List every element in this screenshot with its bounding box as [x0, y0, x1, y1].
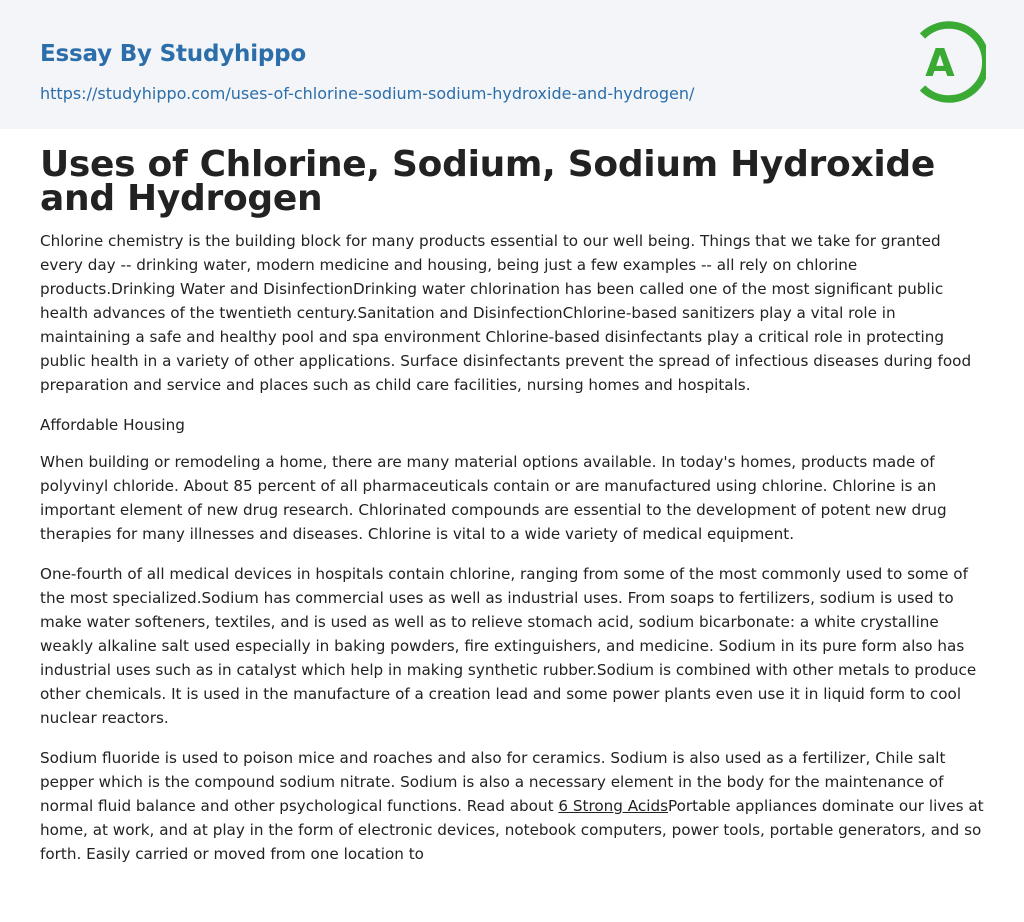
- paragraph-sodium-uses: One-fourth of all medical devices in hospitals contain chlorine, ranging from some of the most commonly used to some of the most specialized.Sodium has commercial uses as well as industrial uses. From soaps to fertilizers, sodium is used to make water softeners, textiles, and is used as well as to relieve stomach acid, sodium bicarbonate: a white crystalline weakly alkaline salt used especially in baking powders, fire extinguishers, and medicine. Sodium in its pure form also has industrial uses such as in catalyst which help in making synthetic rubber.Sodium is combined with other metals to produce other chemicals. It is used in the manufacture of a creation lead and some power plants even use it in liquid form to cool nuclear reactors.: [40, 565, 977, 727]
- paragraph-pharmaceuticals: When building or remodeling a home, there are many material options available. In today's homes, products made of polyvinyl chloride. About 85 percent of all pharmaceuticals contain or are manufactured using chlorine. Chlorine is an important element of new drug research. Chlorinated compounds are essential to the development of potent new drug therapies for many illnesses and diseases. Chlorine is vital to a wide variety of medical equipment.: [40, 453, 947, 543]
- essay-url-link[interactable]: https://studyhippo.com/uses-of-chlorine-sodium-sodium-hydroxide-and-hydrogen/: [40, 84, 695, 103]
- studyhippo-logo-icon[interactable]: [912, 19, 986, 105]
- site-brand[interactable]: Essay By Studyhippo: [40, 41, 307, 67]
- paragraph-text-before-link: Sodium fluoride is used to poison mice and roaches and also for ceramics. Sodium is also used as a fertilizer, Chile salt pepper which is the compound sodium nitrate. Sodium is also a necessary element in the body for the maintenance of normal fluid balance and other psychological functions. Read about: [40, 749, 946, 815]
- paragraph-affordable-housing: Affordable Housing: [40, 416, 185, 434]
- paragraph-sodium-fluoride: [40, 746, 985, 866]
- page-title: Uses of Chlorine, Sodium, Sodium Hydroxide and Hydrogen: [40, 144, 935, 219]
- site-header: [0, 0, 1024, 129]
- logo-letter: A: [925, 41, 955, 85]
- strong-acids-link[interactable]: 6 Strong Acids: [558, 797, 669, 815]
- paragraph-text-after-link: Portable appliances dominate our lives at home, at work, and at play in the form of electronic devices, notebook computers, power tools, portable generators, and so forth. Easily carried or moved from one location to: [40, 797, 984, 863]
- paragraph-intro: Chlorine chemistry is the building block for many products essential to our well being. Things that we take for granted every day -- drinking water, modern medicine and housing, being just a few examples -- all rely on chlorine products.Drinking Water and DisinfectionDrinking water chlorination has been called one of the most significant public health advances of the twentieth century.Sanitation and DisinfectionChlorine-based sanitizers play a vital role in maintaining a safe and healthy pool and spa environment Chlorine-based disinfectants play a critical role in protecting public health in a variety of other applications. Surface disinfectants prevent the spread of infectious diseases during food preparation and service and places such as child care facilities, nursing homes and hospitals.: [40, 232, 972, 394]
- article-body: [40, 229, 985, 882]
